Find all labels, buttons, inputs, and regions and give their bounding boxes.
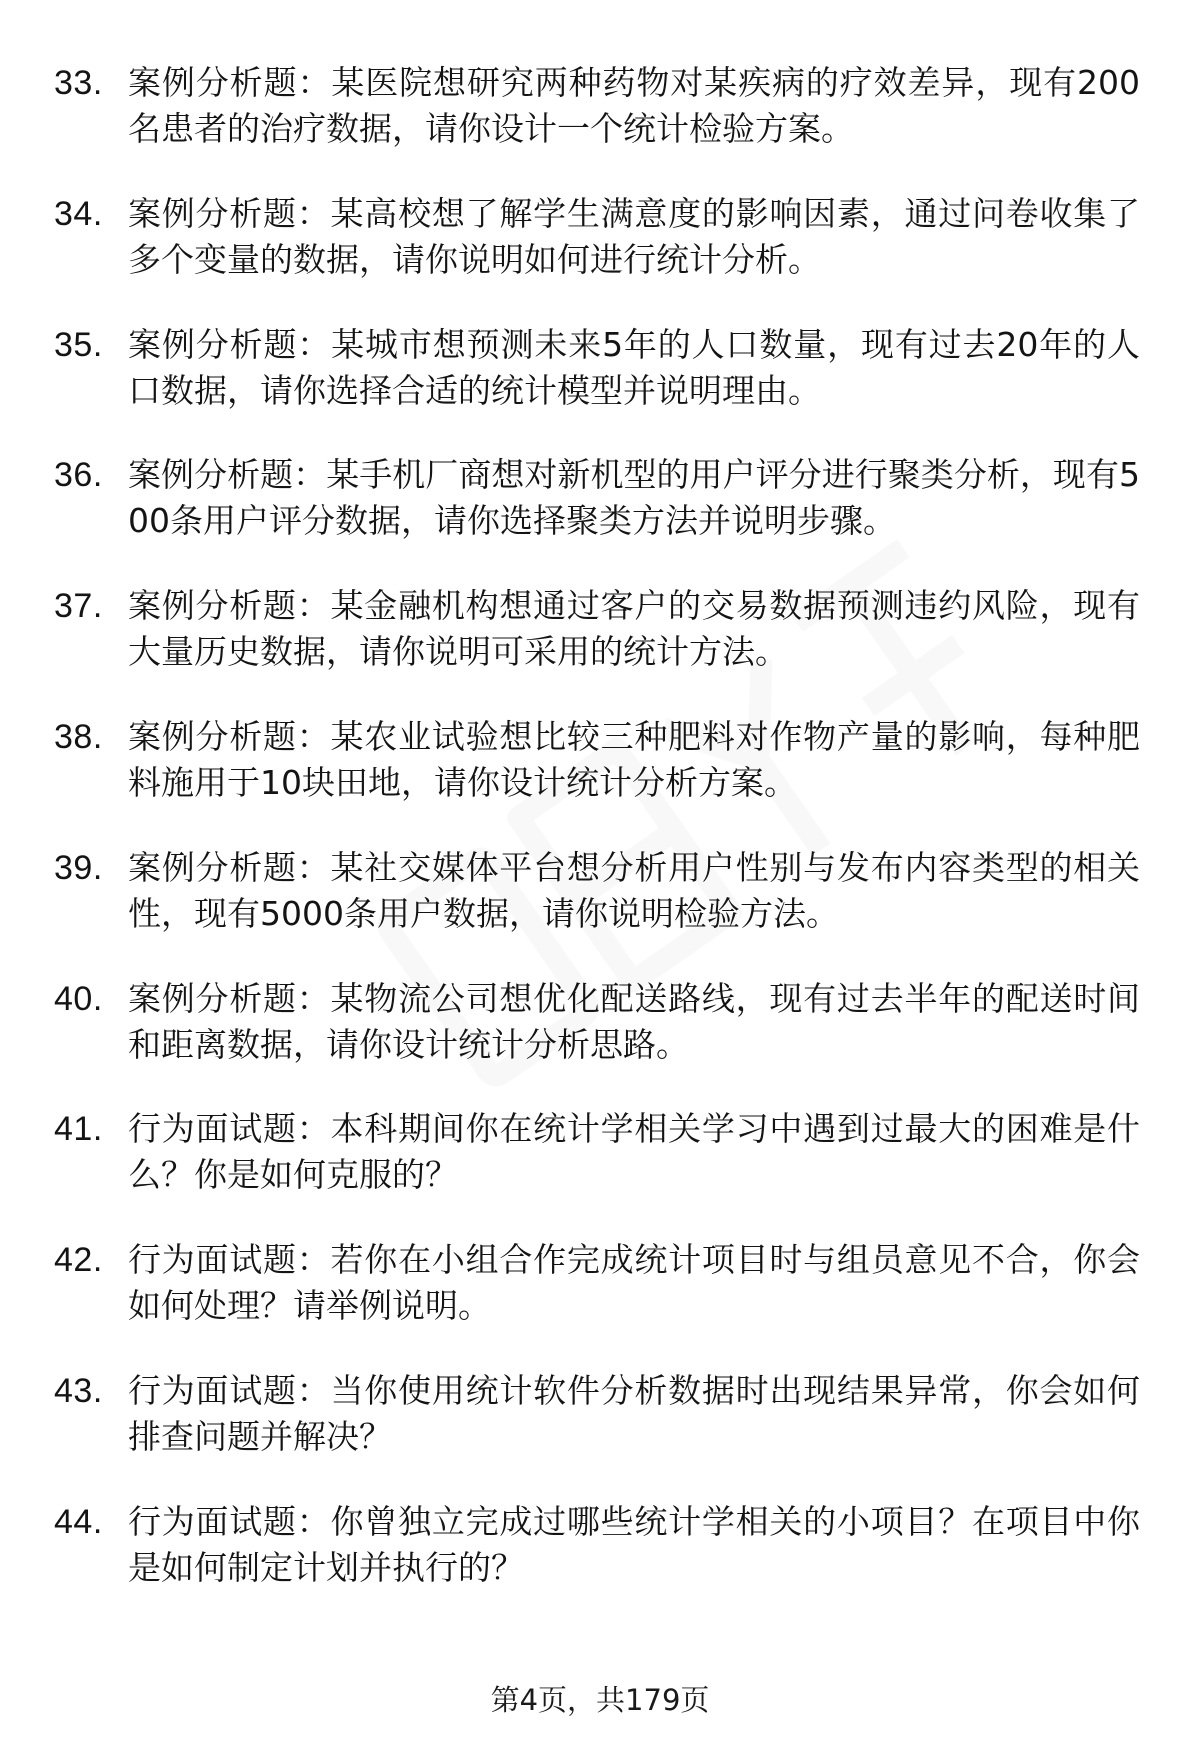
question-text: 案例分析题：某高校想了解学生满意度的影响因素，通过问卷收集了多个变量的数据，请你说明如何进行统计分析。 — [128, 193, 1140, 279]
question-text: 行为面试题：若你在小组合作完成统计项目时与组员意见不合，你会如何处理？请举例说明。 — [128, 1240, 1140, 1326]
question-number: 38. — [54, 717, 103, 756]
page-number-footer: 第4页，共179页 — [490, 1683, 710, 1717]
question-list — [0, 60, 1200, 1630]
question-item — [0, 452, 1200, 583]
question-item — [0, 1106, 1200, 1237]
question-item — [0, 976, 1200, 1107]
question-text: 案例分析题：某金融机构想通过客户的交易数据预测违约风险，现有大量历史数据，请你说明可采用的统计方法。 — [128, 586, 1140, 672]
question-number: 33. — [54, 64, 103, 102]
question-text: 行为面试题：当你使用统计软件分析数据时出现结果异常，你会如何排查问题并解决？ — [128, 1370, 1140, 1456]
question-item — [0, 1368, 1200, 1499]
question-number: 41. — [54, 1110, 103, 1149]
question-text: 案例分析题：某城市想预测未来5年的人口数量，现有过去20年的人口数据，请你选择合适的统计模型并说明理由。 — [128, 324, 1140, 410]
question-text: 案例分析题：某手机厂商想对新机型的用户评分进行聚类分析，现有500条用户评分数据，请你选择聚类方法并说明步骤。 — [128, 455, 1140, 541]
question-text: 案例分析题：某社交媒体平台想分析用户性别与发布内容类型的相关性，现有5000条用户数据，请你说明检验方法。 — [128, 847, 1140, 933]
question-number: 40. — [54, 979, 103, 1018]
question-item — [0, 845, 1200, 976]
question-item — [0, 1499, 1200, 1630]
question-text: 案例分析题：某医院想研究两种药物对某疾病的疗效差异，现有200名患者的治疗数据，请你设计一个统计检验方案。 — [128, 63, 1140, 148]
question-number: 44. — [54, 1502, 103, 1541]
question-item — [0, 60, 1200, 191]
question-number: 34. — [54, 194, 103, 233]
question-number: 42. — [54, 1241, 103, 1280]
question-item — [0, 322, 1200, 453]
question-item — [0, 191, 1200, 322]
question-item — [0, 583, 1200, 714]
question-number: 39. — [54, 848, 103, 887]
question-text: 案例分析题：某农业试验想比较三种肥料对作物产量的影响，每种肥料施用于10块田地，请你设计统计分析方案。 — [128, 716, 1140, 802]
question-number: 36. — [54, 456, 103, 495]
question-number: 35. — [54, 325, 103, 364]
question-number: 37. — [54, 587, 103, 626]
question-item — [0, 714, 1200, 845]
question-text: 案例分析题：某物流公司想优化配送路线，现有过去半年的配送时间和距离数据，请你设计统计分析思路。 — [128, 978, 1140, 1064]
question-text: 行为面试题：本科期间你在统计学相关学习中遇到过最大的困难是什么？你是如何克服的？ — [128, 1109, 1140, 1195]
question-item — [0, 1237, 1200, 1368]
question-text: 行为面试题：你曾独立完成过哪些统计学相关的小项目？在项目中你是如何制定计划并执行的？ — [128, 1501, 1140, 1587]
question-number: 43. — [54, 1371, 103, 1410]
